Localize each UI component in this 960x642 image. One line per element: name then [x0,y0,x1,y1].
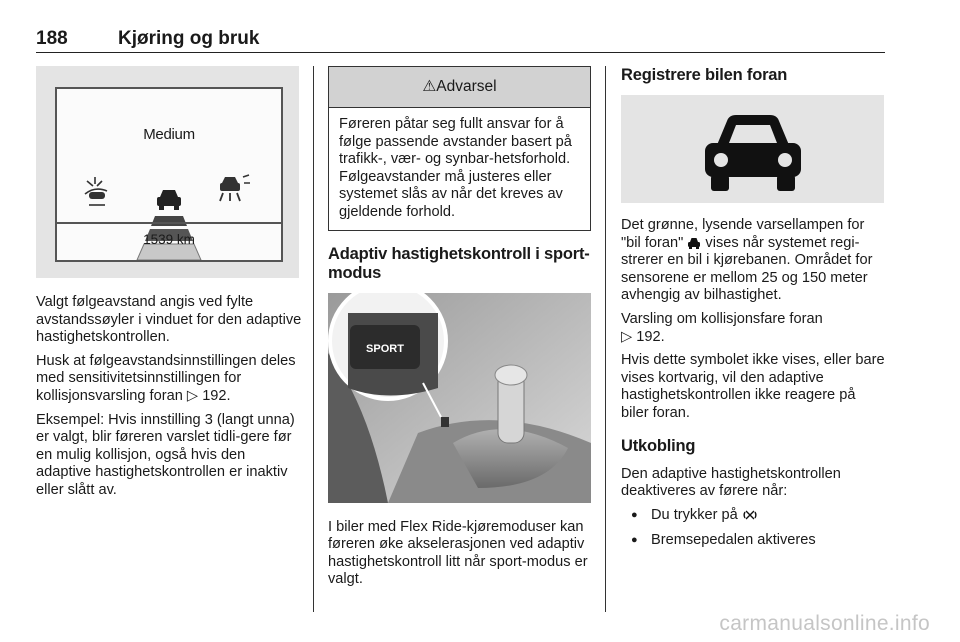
page-ref-arrow-icon: ▷ [621,328,633,345]
paragraph: Eksempel: Hvis innstilling 3 (langt unna) er valgt, blir føreren varslet tidli-gere før en mulig kollisjon, også hvis den adaptive hastighetskontrollen er inaktiv eller slått av. [36,411,295,498]
paragraph: Den adaptive hastighetskontrollen deaktiveres av førere når: [621,465,841,500]
bullet-list [621,507,887,550]
warning-header [329,67,590,108]
gear-console-illustration [328,293,591,503]
paragraph-text: vises når systemet regi-strerer en bil i kjørebanen. Området for sensorene er mellom 25 og 150 meter avhengig av bilhastighet. [621,234,873,304]
right-column [621,66,887,558]
paragraph [36,353,302,406]
column-divider-right [605,66,606,612]
dashboard-figure [36,66,299,278]
page-ref-link[interactable]: 192. [636,328,665,345]
warning-triangle-icon: ⚠ [422,78,437,95]
paragraph-text: Varsling om kollisjonsfare foran [621,310,823,327]
cruise-cancel-icon [742,509,758,521]
warning-title: Advarsel [436,78,497,95]
car-ahead-inline-icon [687,237,701,249]
chapter-title: Kjøring og bruk [118,28,260,49]
middle-column [328,66,591,595]
paragraph-text: Husk at følgeavstandsinnstillingen deles med sensitivitetsinnstillingen for kollisjonsvarsling foran [36,352,296,404]
warning-box [328,66,591,231]
sensor-icon [220,175,250,201]
list-item-text: Du trykker på [651,506,738,523]
list-item: ● Bremsepedalen aktiveres [621,532,887,550]
left-column [36,66,302,506]
vehicle-ahead-lamp-figure [621,95,884,203]
display-separator [57,222,281,224]
distance-bar-far [151,216,187,226]
watermark: carmanualsonline.info [719,612,930,635]
column-divider-left [313,66,314,612]
paragraph [621,217,887,305]
page-ref-arrow-icon: ▷ [186,387,199,404]
sport-button-label: SPORT [366,342,404,355]
list-item [621,507,887,525]
collision-alert-icon [85,177,107,205]
vehicle-ahead-icon [157,190,181,210]
odometer: 1539 km [143,232,195,247]
paragraph: Valgt følgeavstand angis ved fylte avstandssøyler i vinduet for den adaptive hastighetskontrollen. [36,294,302,346]
page-number: 188 [36,28,68,49]
paragraph: Hvis dette symbolet ikke vises, eller bare vises kortvarig, vil den adaptive hastighetskontrollen ikke reagere på biler foran. [621,352,885,421]
page-ref-link[interactable]: 192. [202,387,231,404]
follow-distance-mode: Medium [143,126,195,143]
car-ahead-icon [621,95,884,203]
warning-text: Føreren påtar seg fullt ansvar for å følge passende avstander basert på trafikk-, vær- og synbar-hetsforhold. Følgeavstander må justeres eller systemet slås av når det kreves av gjeldende forhold. [339,116,572,220]
paragraph [621,311,887,346]
paragraph-text: Det grønne, lysende varsellampen for "bil foran" [621,217,865,251]
section-heading: Adaptiv hastighetskontroll i sport-modus [328,244,590,282]
page-header [36,22,885,53]
section-heading: Registrere bilen foran [621,66,788,84]
dashboard-display [55,87,283,262]
paragraph: I biler med Flex Ride-kjøremoduser kan føreren øke akselerasjonen ved adaptiv hastighetskontroll litt når sport-modus er valgt. [328,518,588,588]
sport-mode-photo [328,293,591,503]
section-heading: Utkobling [621,436,696,455]
